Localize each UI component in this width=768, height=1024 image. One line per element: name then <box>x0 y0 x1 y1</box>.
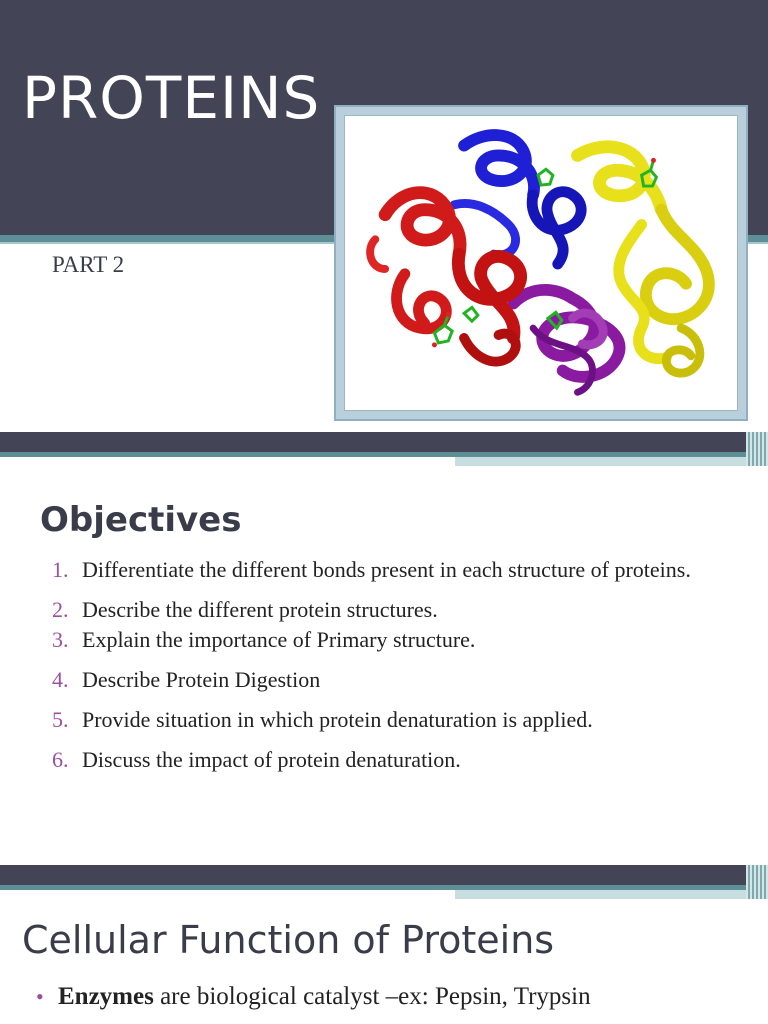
item-text: Describe the different protein structures. <box>82 597 438 622</box>
protein-ribbon-illustration <box>345 116 737 410</box>
item-number: 4. <box>52 667 69 692</box>
item-text: Describe Protein Digestion <box>82 667 321 692</box>
slide-divider <box>0 865 768 901</box>
protein-image-frame <box>334 105 748 421</box>
bullet-item <box>36 982 748 1012</box>
list-item <box>52 746 742 773</box>
cellular-function-heading: Cellular Function of Proteins <box>22 918 555 962</box>
item-text: Discuss the impact of protein denaturation. <box>82 747 461 772</box>
item-number: 1. <box>52 557 69 582</box>
list-item <box>52 706 742 733</box>
item-text: Explain the importance of Primary structure. <box>82 627 476 652</box>
purple-subunit <box>513 290 619 392</box>
list-item <box>52 626 742 653</box>
objectives-heading: Objectives <box>40 500 242 540</box>
title-slide <box>0 0 768 432</box>
item-number: 5. <box>52 707 69 732</box>
bullet-text: are biological catalyst –ex: Pepsin, Trypsin <box>153 983 591 1010</box>
list-item <box>52 556 742 583</box>
bullet-dot-icon: • <box>36 984 44 1009</box>
blue-subunit <box>454 135 581 264</box>
item-text: Provide situation in which protein denaturation is applied. <box>82 707 593 732</box>
slide-subtitle: PART 2 <box>52 252 125 277</box>
slide-title: PROTEINS <box>22 64 321 132</box>
list-item <box>52 666 742 693</box>
item-number: 3. <box>52 627 69 652</box>
objectives-list <box>52 556 742 773</box>
item-number: 6. <box>52 747 69 772</box>
item-number: 2. <box>52 597 69 622</box>
bullet-bold-term: Enzymes <box>58 983 154 1010</box>
item-text: Differentiate the different bonds present in each structure of proteins. <box>82 557 691 582</box>
list-item <box>52 596 742 623</box>
protein-structure-image <box>344 115 738 411</box>
slide-divider <box>0 432 768 468</box>
